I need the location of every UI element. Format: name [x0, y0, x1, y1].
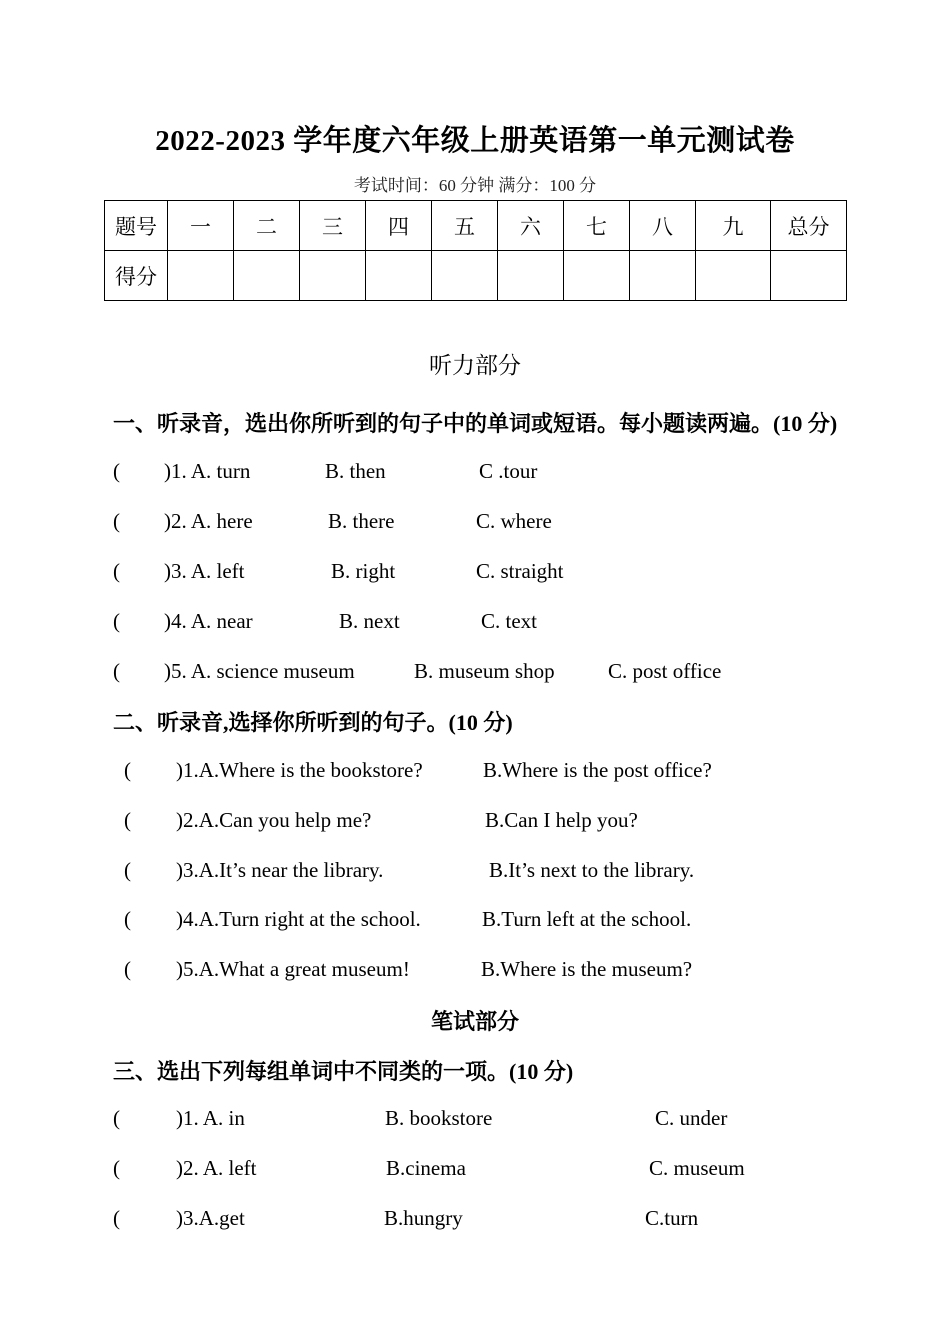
score-row	[105, 251, 847, 301]
answer-bracket[interactable]: (	[124, 907, 131, 931]
table-header-cell: 二	[234, 201, 300, 251]
option-b: B.Can I help you?	[485, 808, 638, 832]
score-cell[interactable]	[432, 251, 498, 301]
score-row-label: 得分	[105, 251, 168, 301]
score-cell[interactable]	[630, 251, 696, 301]
option-a: )5.A.What a great museum!	[176, 957, 410, 981]
option-a: )1.A.Where is the bookstore?	[176, 758, 423, 782]
answer-bracket[interactable]: (	[124, 758, 131, 782]
option-a: )2. A. left	[176, 1156, 257, 1180]
option-b: B.Where is the museum?	[481, 957, 693, 981]
option-b: B.Where is the post office?	[483, 758, 712, 782]
option-a: )2. A. here	[164, 509, 253, 533]
option-a: )3. A. left	[164, 559, 245, 583]
option-c: C. where	[476, 509, 552, 533]
exam-info: 考试时间：60 分钟 满分：100 分	[353, 176, 597, 195]
option-c: C. post office	[608, 659, 722, 683]
option-b: B. museum shop	[414, 659, 555, 683]
option-b: B. right	[331, 559, 396, 583]
option-a: )4. A. near	[164, 609, 253, 633]
table-header-cell: 一	[168, 201, 234, 251]
option-b: B. bookstore	[385, 1106, 493, 1130]
option-a: )3.A.get	[176, 1206, 245, 1230]
table-header-cell: 总分	[771, 201, 847, 251]
option-b: B. next	[339, 609, 400, 633]
section2-heading: 二、听录音,选择你所听到的句子。(10 分)	[113, 710, 513, 735]
option-a: )2.A.Can you help me?	[176, 808, 372, 832]
score-table	[104, 200, 847, 301]
answer-bracket[interactable]: (	[113, 659, 120, 683]
option-c: C. under	[655, 1106, 728, 1130]
answer-bracket[interactable]: (	[113, 1156, 120, 1180]
option-c: C. museum	[649, 1156, 745, 1180]
answer-bracket[interactable]: (	[124, 957, 131, 981]
score-cell[interactable]	[300, 251, 366, 301]
table-header-row	[105, 201, 847, 251]
option-c: C .tour	[479, 459, 538, 483]
option-b: B.hungry	[384, 1206, 463, 1230]
score-cell[interactable]	[498, 251, 564, 301]
score-cell[interactable]	[564, 251, 630, 301]
table-header-cell: 九	[696, 201, 771, 251]
table-header-cell: 七	[564, 201, 630, 251]
score-cell[interactable]	[771, 251, 847, 301]
section1-heading: 一、听录音，选出你所听到的句子中的单词或短语。每小题读两遍。(10 分)	[113, 411, 838, 436]
table-header-cell: 六	[498, 201, 564, 251]
answer-bracket[interactable]: (	[124, 858, 131, 882]
page-title: 2022-2023 学年度六年级上册英语第一单元测试卷	[155, 125, 795, 157]
option-a: )5. A. science museum	[164, 659, 355, 683]
answer-bracket[interactable]: (	[113, 459, 120, 483]
table-header-cell: 五	[432, 201, 498, 251]
answer-bracket[interactable]: (	[124, 808, 131, 832]
option-c: C. straight	[476, 559, 564, 583]
option-a: )1. A. in	[176, 1106, 245, 1130]
score-cell[interactable]	[234, 251, 300, 301]
score-cell[interactable]	[696, 251, 771, 301]
table-header-cell: 八	[630, 201, 696, 251]
writing-heading: 笔试部分	[430, 1009, 519, 1034]
answer-bracket[interactable]: (	[113, 1106, 120, 1130]
option-b: B.It’s next to the library.	[489, 858, 695, 882]
table-header-cell: 四	[366, 201, 432, 251]
option-c: C. text	[481, 609, 537, 633]
answer-bracket[interactable]: (	[113, 559, 120, 583]
option-a: )1. A. turn	[164, 459, 251, 483]
answer-bracket[interactable]: (	[113, 1206, 120, 1230]
option-a: )4.A.Turn right at the school.	[176, 907, 421, 931]
option-b: B. then	[325, 459, 386, 483]
option-b: B. there	[328, 509, 395, 533]
option-c: C.turn	[645, 1206, 699, 1230]
table-header-cell: 三	[300, 201, 366, 251]
answer-bracket[interactable]: (	[113, 609, 120, 633]
table-header-cell: 题号	[105, 201, 168, 251]
answer-bracket[interactable]: (	[113, 509, 120, 533]
section3-heading: 三、选出下列每组单词中不同类的一项。(10 分)	[113, 1059, 574, 1084]
option-b: B.Turn left at the school.	[482, 907, 692, 931]
listening-heading: 听力部分	[429, 353, 521, 378]
option-a: )3.A.It’s near the library.	[176, 858, 384, 882]
option-b: B.cinema	[386, 1156, 466, 1180]
score-cell[interactable]	[168, 251, 234, 301]
score-cell[interactable]	[366, 251, 432, 301]
